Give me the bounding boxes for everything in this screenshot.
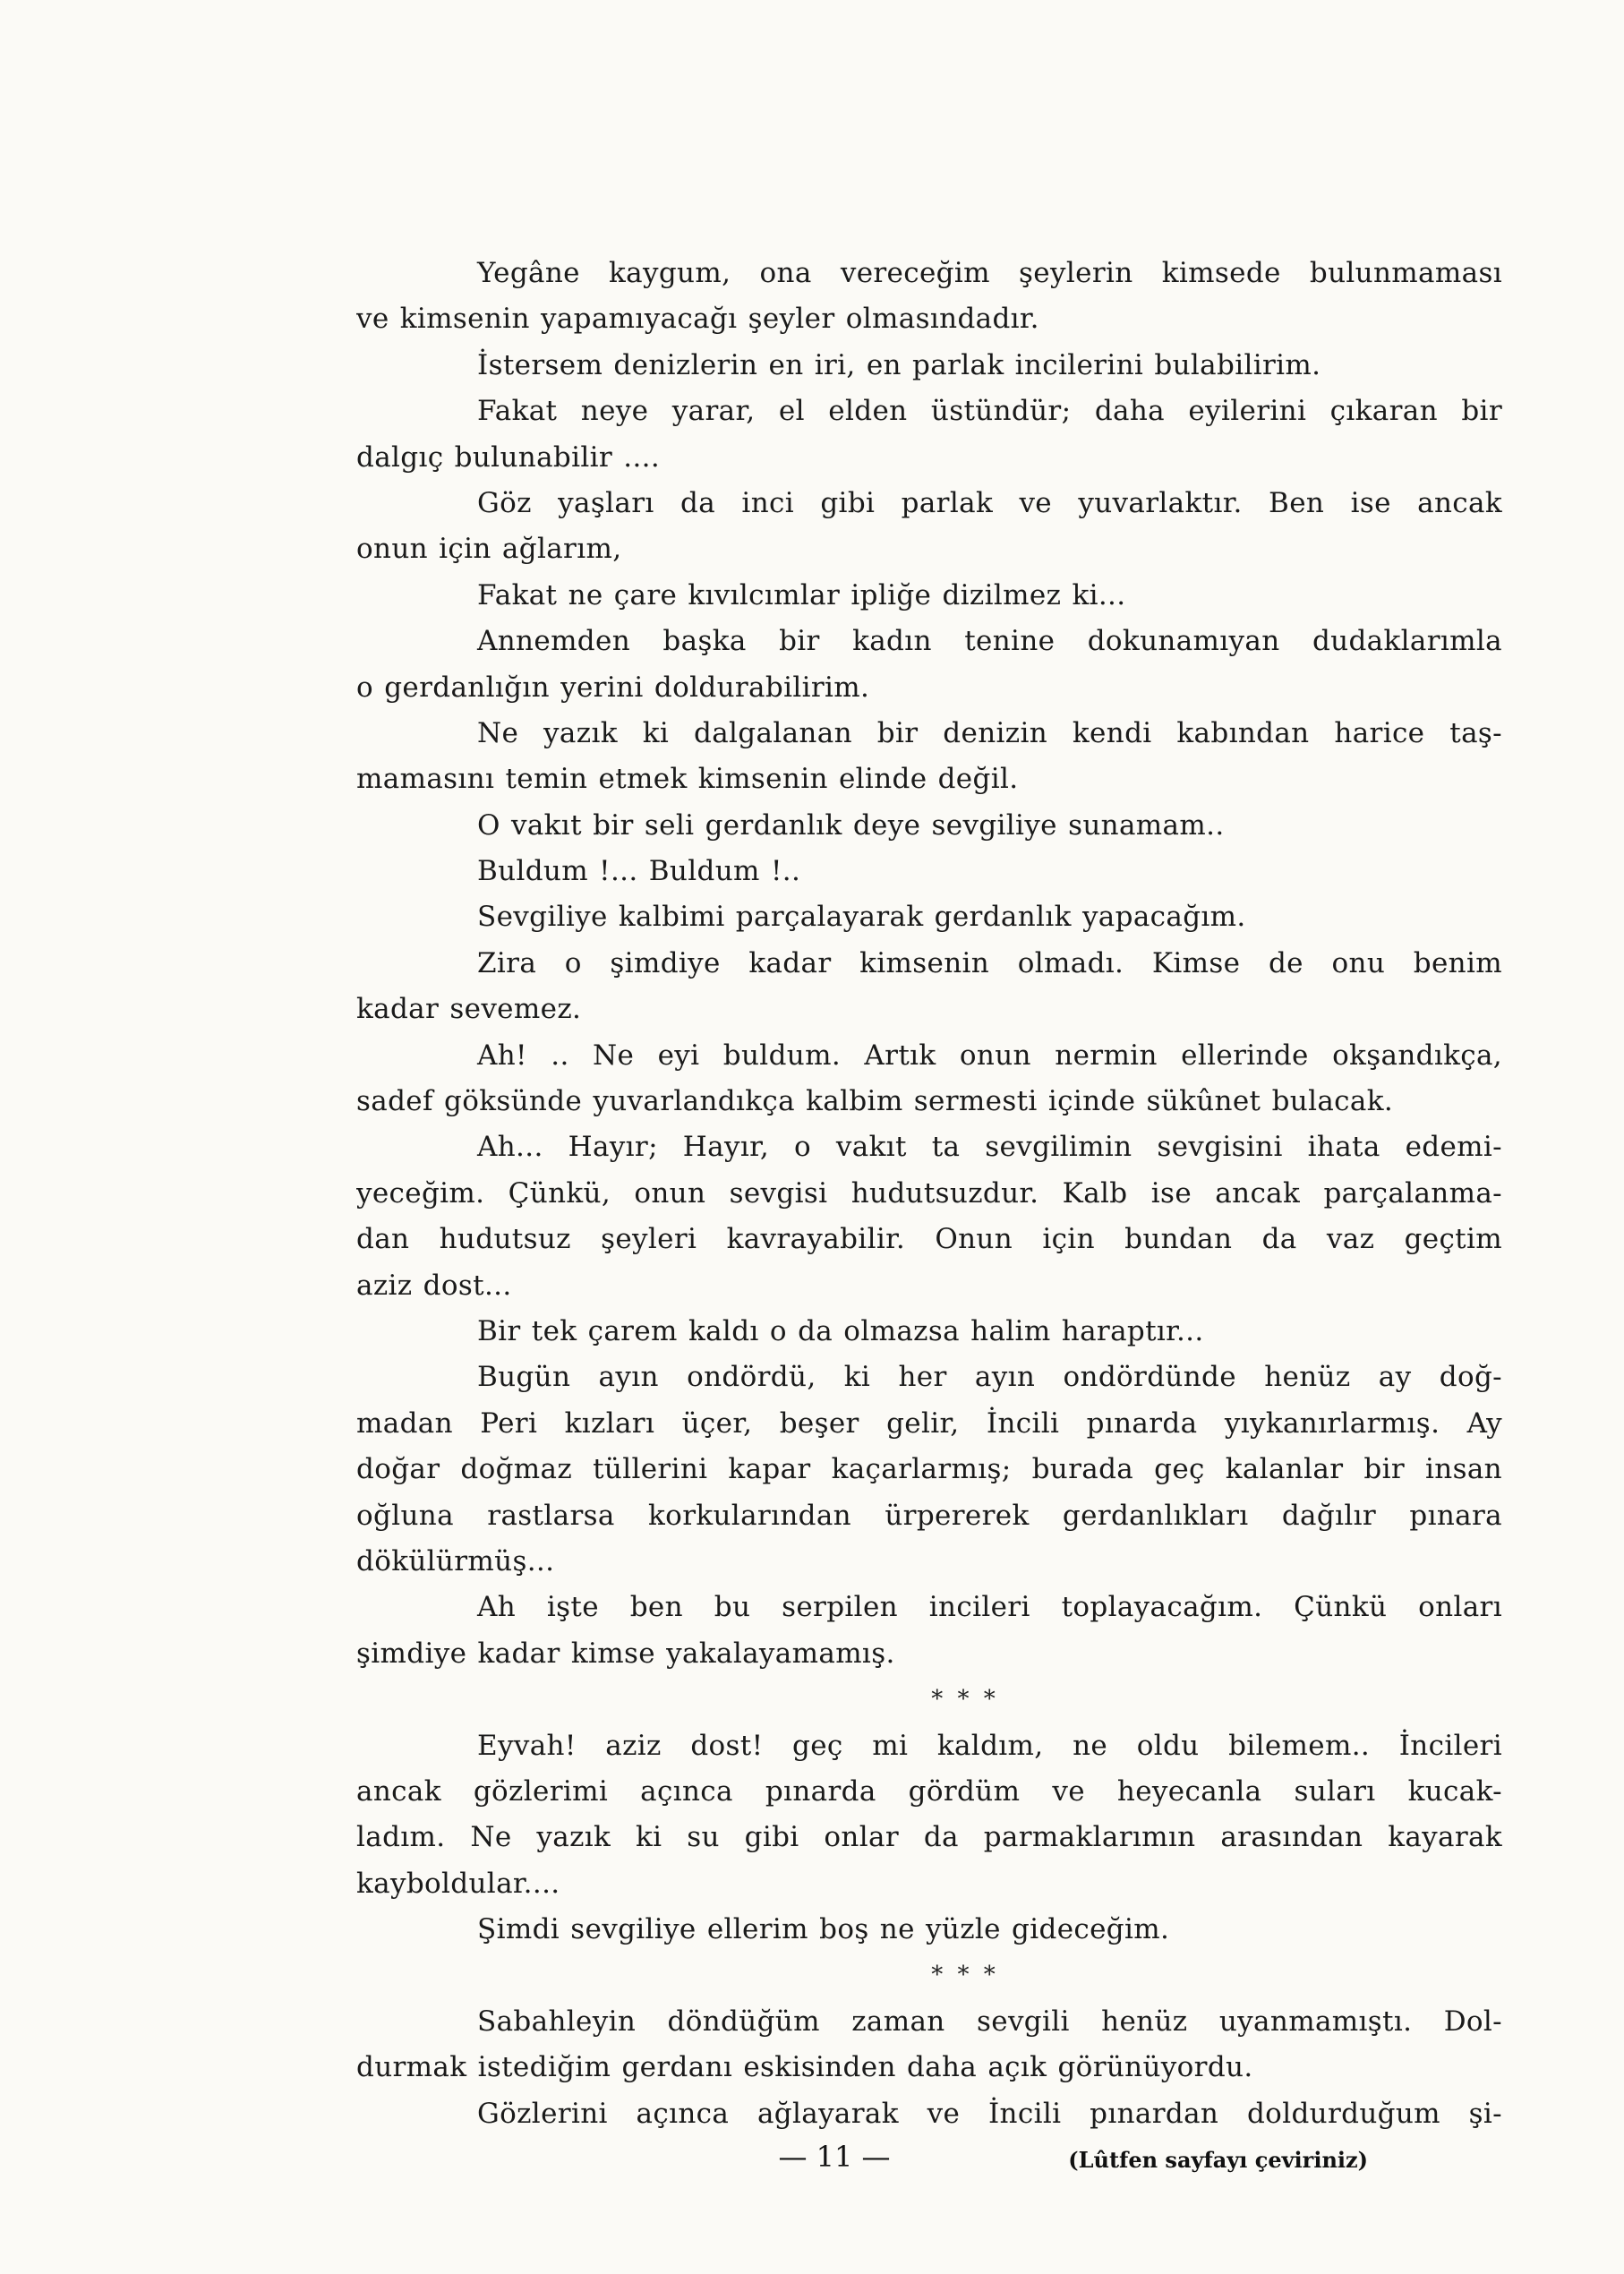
text-line: O vakıt bir seli gerdanlık deye sevgiliye sunamam.. [477,808,1225,842]
text-line: kayboldular.... [356,1867,560,1900]
text-line: yeceğim. Çünkü, onun sevgisi hudutsuzdur. Kalb ise ancak parçalanma- [356,1176,1502,1210]
continue-note: (Lûtfen sayfayı çeviriniz) [1068,2147,1368,2174]
text-line: Ah... Hayır; Hayır, o vakıt ta sevgilimin sevgisini ihata edemi- [477,1131,1502,1164]
text-line: Eyvah! aziz dost! geç mi kaldım, ne oldu bilemem.. İncileri [477,1729,1502,1762]
text-line: madan Peri kızları üçer, beşer gelir, İncili pınarda yıykanırlarmış. Ay [356,1406,1502,1440]
section-separator: * * * [931,1686,999,1714]
text-line: Fakat ne çare kıvılcımlar ipliğe dizilmez ki... [477,578,1126,611]
text-line: dalgıç bulunabilir .... [356,440,661,474]
text-line: kadar sevemez. [356,993,582,1026]
body-text [356,251,1502,2183]
text-line: dökülürmüş... [356,1544,555,1577]
text-line: doğar doğmaz tüllerini kapar kaçarlarmış; burada geç kalanlar bir insan [356,1453,1502,1486]
text-line: o gerdanlığın yerini doldurabilirim. [356,671,870,704]
text-line: sadef göksünde yuvarlandıkça kalbim sermesti içinde sükûnet bulacak. [356,1085,1394,1118]
text-line: ladım. Ne yazık ki su gibi onlar da parmaklarımın arasından kayarak [356,1821,1502,1854]
text-line: Sabahleyin döndüğüm zaman sevgili henüz uyanmamıştı. Dol- [477,2005,1502,2038]
text-line: dan hudutsuz şeyleri kavrayabilir. Onun için bundan da vaz geçtim [356,1223,1502,1256]
text-line: aziz dost... [356,1269,512,1302]
text-line: Göz yaşları da inci gibi parlak ve yuvarlaktır. Ben ise ancak [477,486,1502,519]
text-line: şimdiye kadar kimse yakalayamamış. [356,1637,895,1670]
text-line: Ne yazık ki dalgalanan bir denizin kendi kabından harice taş- [477,716,1502,749]
text-line: İstersem denizlerin en iri, en parlak incilerini bulabilirim. [477,348,1321,381]
text-line: ancak gözlerimi açınca pınarda gördüm ve heyecanla suları kucak- [356,1774,1502,1808]
text-line: Ah! .. Ne eyi buldum. Artık onun nermin ellerinde okşandıkça, [477,1039,1502,1072]
text-line: Annemden başka bir kadın tenine dokunamıyan dudaklarımla [477,625,1502,658]
text-line: mamasını temin etmek kimsenin elinde değil. [356,763,1019,796]
text-line: Bugün ayın ondördü, ki her ayın ondördünde henüz ay doğ- [477,1361,1502,1394]
text-line: Şimdi sevgiliye ellerim boş ne yüzle gideceğim. [477,1913,1170,1946]
text-line: Yegâne kaygum, ona vereceğim şeylerin kimsede bulunmaması [477,257,1502,289]
text-line: oğluna rastlarsa korkularından ürpererek gerdanlıkları dağılır pınara [356,1499,1502,1532]
text-line: Ah işte ben bu serpilen incileri toplayacağım. Çünkü onları [477,1591,1502,1624]
text-line: durmak istediğim gerdanı eskisinden daha açık görünüyordu. [356,2051,1253,2084]
text-line: Fakat neye yarar, el elden üstündür; daha eyilerini çıkaran bir [477,395,1502,428]
section-separator: * * * [931,1962,999,1989]
text-line: Buldum !... Buldum !.. [477,855,801,888]
text-line: Bir tek çarem kaldı o da olmazsa halim haraptır... [477,1314,1204,1347]
text-line: ve kimsenin yapamıyacağı şeyler olmasındadır. [356,303,1039,336]
text-line: Sevgiliye kalbimi parçalayarak gerdanlık yapacağım. [477,901,1246,934]
text-line: onun için ağlarım, [356,533,622,566]
page-number: — 11 — [778,2140,891,2174]
text-line: Zira o şimdiye kadar kimsenin olmadı. Kimse de onu benim [477,946,1502,979]
text-line: Gözlerini açınca ağlayarak ve İncili pınardan doldurduğum şi- [477,2097,1502,2130]
